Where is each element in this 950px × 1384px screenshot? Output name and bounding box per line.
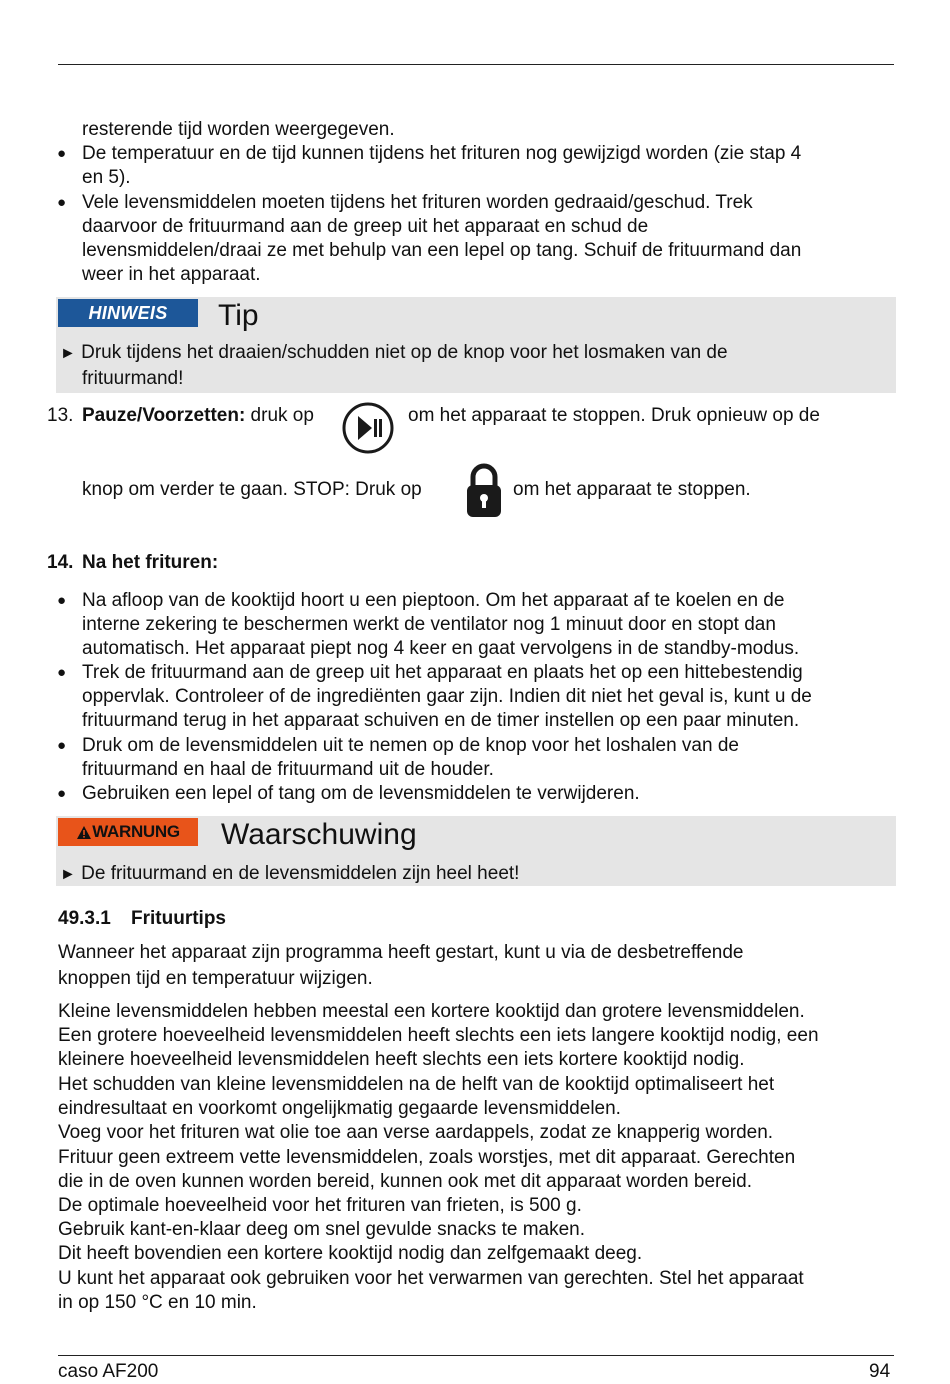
section-para-2-line-10: Gebruik kant-en-klaar deeg om snel gevulde snacks te maken. <box>58 1219 585 1240</box>
arrow-right-icon: ► <box>60 866 76 883</box>
bullet-after-1-line-2: interne zekering te beschermen werkt de ventilator nog 1 minuut door en stopt dan <box>82 614 776 635</box>
section-para-2-line-13: in op 150 °C en 10 min. <box>58 1292 257 1313</box>
section-para-2-line-9: De optimale hoeveelheid voor het frituren van frieten, is 500 g. <box>58 1195 582 1216</box>
step-13-text-b: om het apparaat te stoppen. Druk opnieuw op de <box>408 405 820 426</box>
bullet-after-2-line-2: oppervlak. Controleer of de ingrediënten gaar zijn. Indien dit niet het geval is, kunt u de <box>82 686 812 707</box>
footer-page-number: 94 <box>869 1361 891 1382</box>
section-para-2-line-3: kleinere hoeveelheid levensmiddelen heeft slechts een iets kortere kooktijd nodig. <box>58 1049 745 1070</box>
step-13-line-2: knop om verder te gaan. STOP: Druk op <box>82 479 422 500</box>
section-para-2-line-2: Een grotere hoeveelheid levensmiddelen heeft slechts een iets langere kooktijd nodig, een <box>58 1025 819 1046</box>
step-14-number: 14. <box>47 552 74 573</box>
section-para-2-line-11: Dit heeft bovendien een kortere kooktijd nodig dan zelfgemaakt deeg. <box>58 1243 643 1264</box>
bullet-top-2-line-1: Vele levensmiddelen moeten tijdens het frituren worden gedraaid/geschud. Trek <box>82 192 753 213</box>
section-para-1-line-2: knoppen tijd en temperatuur wijzigen. <box>58 968 373 989</box>
step-13-line-2-after: om het apparaat te stoppen. <box>513 479 751 500</box>
bullet-dot: ● <box>57 145 67 162</box>
section-para-2-line-7: Frituur geen extreem vette levensmiddelen, zoals worstjes, met dit apparaat. Gerechten <box>58 1147 796 1168</box>
section-para-2-line-8: die in de oven kunnen worden bereid, kunnen ook met dit apparaat worden bereid. <box>58 1171 752 1192</box>
section-para-2-line-1: Kleine levensmiddelen hebben meestal een kortere kooktijd dan grotere levensmiddelen. <box>58 1001 805 1022</box>
section-para-1-line-1: Wanneer het apparaat zijn programma heeft gestart, kunt u via de desbetreffende <box>58 942 744 963</box>
bullet-dot: ● <box>57 592 67 609</box>
header-rule <box>58 64 894 65</box>
bullet-top-2-line-4: weer in het apparaat. <box>82 264 261 285</box>
step-13-number: 13. <box>47 405 74 426</box>
bullet-top-1-line-2: en 5). <box>82 167 131 188</box>
bullet-after-1-line-1: Na afloop van de kooktijd hoort u een pieptoon. Om het apparaat af te koelen en de <box>82 590 785 611</box>
intro-continuation: resterende tijd worden weergegeven. <box>82 119 395 140</box>
warnung-badge <box>58 818 198 846</box>
bullet-top-2-line-3: levensmiddelen/draai ze met behulp van een lepel op tang. Schuif de frituurmand dan <box>82 240 802 261</box>
footer-product: caso AF200 <box>58 1361 159 1382</box>
step-14-label: Na het frituren: <box>82 552 219 573</box>
step-13-line-1 <box>82 404 314 428</box>
bullet-after-3-line-1: Druk om de levensmiddelen uit te nemen op de knop voor het loshalen van de <box>82 735 739 756</box>
bullet-dot: ● <box>57 194 67 211</box>
bullet-dot: ● <box>57 664 67 681</box>
hinweis-badge: HINWEIS <box>58 299 198 327</box>
section-title: Frituurtips <box>131 908 226 929</box>
step-13-text-a: druk op <box>245 405 314 426</box>
section-number: 49.3.1 <box>58 908 111 929</box>
tip-title: Tip <box>218 299 259 332</box>
section-para-2-line-12: U kunt het apparaat ook gebruiken voor het verwarmen van gerechten. Stel het apparaat <box>58 1268 804 1289</box>
bullet-after-2-line-1: Trek de frituurmand aan de greep uit het apparaat en plaats het op een hittebestendig <box>82 662 803 683</box>
play-pause-icon <box>341 401 395 455</box>
section-para-2-line-5: eindresultaat en voorkomt ongelijkmatig gegaarde levensmiddelen. <box>58 1098 621 1119</box>
lock-icon <box>464 461 504 519</box>
footer-rule <box>58 1355 894 1356</box>
warning-line <box>60 862 519 887</box>
bullet-after-1-line-3: automatisch. Het apparaat piept nog 4 keer en gaat vervolgens in de standby-modus. <box>82 638 800 659</box>
bullet-top-1-line-1: De temperatuur en de tijd kunnen tijdens het frituren nog gewijzigd worden (zie stap 4 <box>82 143 802 164</box>
bullet-dot: ● <box>57 785 67 802</box>
tip-text-1: Druk tijdens het draaien/schudden niet op de knop voor het losmaken van de <box>81 342 728 363</box>
section-para-2-line-6: Voeg voor het frituren wat olie toe aan verse aardappels, zodat ze knapperig worden. <box>58 1122 774 1143</box>
tip-line-1 <box>60 341 728 366</box>
arrow-right-icon: ► <box>60 345 76 362</box>
bullet-dot: ● <box>57 737 67 754</box>
tip-line-2: frituurmand! <box>82 368 184 389</box>
bullet-after-3-line-2: frituurmand en haal de frituurmand uit de houder. <box>82 759 494 780</box>
bullet-after-2-line-3: frituurmand terug in het apparaat schuiven en de timer instellen op een paar minuten. <box>82 710 800 731</box>
step-13-label: Pauze/Voorzetten: <box>82 405 246 426</box>
warning-text: De frituurmand en de levensmiddelen zijn heel heet! <box>81 863 520 884</box>
warning-triangle-icon <box>76 825 92 840</box>
section-para-2-line-4: Het schudden van kleine levensmiddelen na de helft van de kooktijd optimaliseert het <box>58 1074 775 1095</box>
warning-title: Waarschuwing <box>221 818 417 851</box>
warnung-label: WARNUNG <box>92 822 180 841</box>
bullet-after-4-line-1: Gebruiken een lepel of tang om de levensmiddelen te verwijderen. <box>82 783 640 804</box>
bullet-top-2-line-2: daarvoor de frituurmand aan de greep uit het apparaat en schud de <box>82 216 649 237</box>
